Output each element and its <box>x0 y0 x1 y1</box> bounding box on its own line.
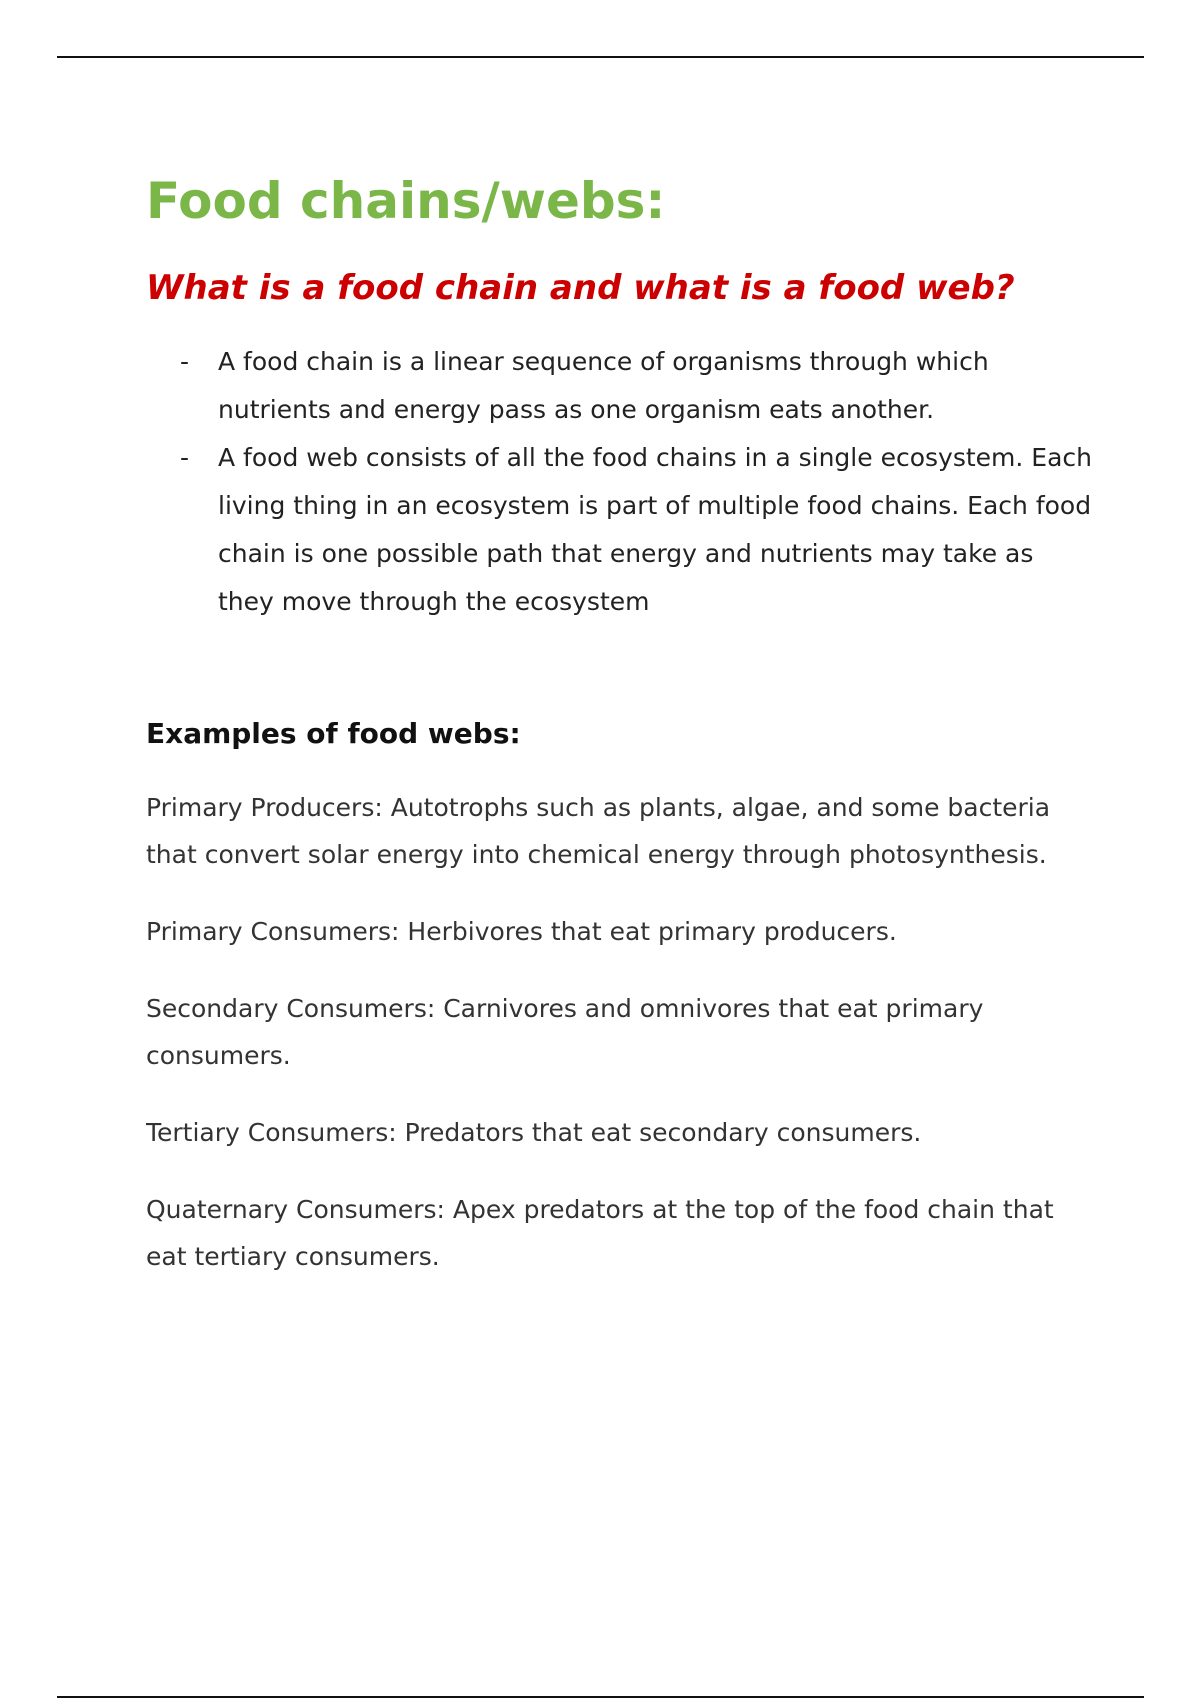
page-title: Food chains/webs: <box>146 172 666 230</box>
example-quaternary-consumers: Quaternary Consumers: Apex predators at the top of the food chain that eat tertiary consumers. <box>146 1195 1054 1271</box>
bottom-divider <box>57 1696 1144 1698</box>
example-secondary-consumers: Secondary Consumers: Carnivores and omnivores that eat primary consumers. <box>146 994 984 1070</box>
list-item <box>146 434 1096 626</box>
example-tertiary-consumers: Tertiary Consumers: Predators that eat secondary consumers. <box>146 1118 922 1147</box>
examples-heading: Examples of food webs: <box>146 717 521 750</box>
section-question: What is a food chain and what is a food web? <box>146 268 1015 308</box>
bullet-dash: - <box>180 347 190 376</box>
list-item-text: A food chain is a linear sequence of organisms through which nutrients and energy pass as one organism eats another. <box>218 347 989 424</box>
example-primary-producers: Primary Producers: Autotrophs such as plants, algae, and some bacteria that convert solar energy into chemical energy through photosynthesis. <box>146 793 1051 869</box>
definition-list <box>146 338 1096 626</box>
list-item-text: A food web consists of all the food chains in a single ecosystem. Each living thing in an ecosystem is part of multiple food chains. Each food chain is one possible path that energy and nutrients may take as they move through the ecosystem <box>218 443 1092 616</box>
bullet-dash: - <box>180 443 190 472</box>
top-divider <box>57 56 1144 58</box>
list-item <box>146 338 1096 434</box>
example-primary-consumers: Primary Consumers: Herbivores that eat primary producers. <box>146 917 897 946</box>
document-body <box>146 168 1096 1280</box>
